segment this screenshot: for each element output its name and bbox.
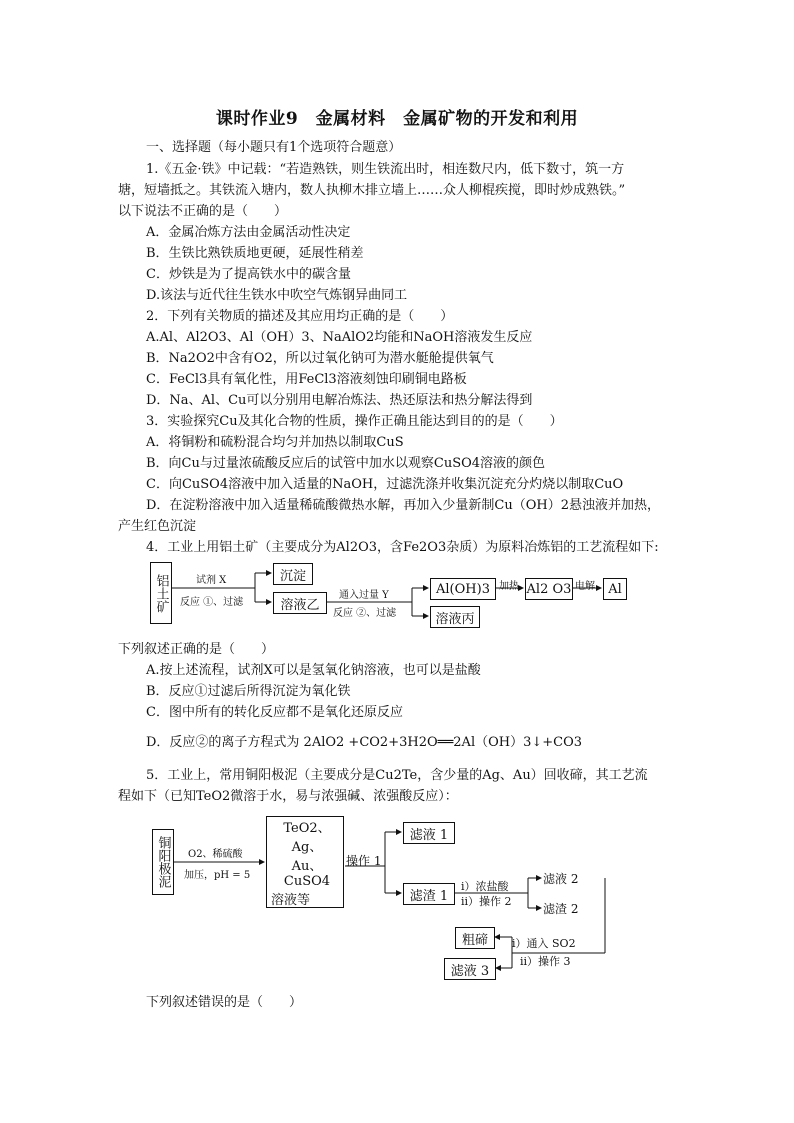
q5-mixture-line3: 溶液等	[271, 893, 311, 908]
q4-option-b: B．反应①过滤后所得沉淀为氧化铁	[146, 684, 351, 699]
q3-option-a: A．将铜粉和硫粉混合均匀并加热以制取CuS	[146, 435, 404, 450]
q1-option-d: D.该法与近代往生铁水中吹空气炼钢异曲同工	[146, 288, 408, 303]
q4-soln-c-box: 溶液丙	[430, 606, 480, 628]
q4-ore-box: 铝土矿	[150, 562, 172, 624]
q5-op3-label: ⅱ）操作 3	[520, 955, 571, 968]
q4-stem: 4．工业上用铝土矿（主要成分为Al2O3，含Fe2O3杂质）为原料冶炼铝的工艺流程如下:	[146, 540, 659, 555]
q5-residue2-label: 滤渣 2	[543, 902, 579, 916]
q5-stem-line1: 5．工业上，常用铜阳极泥（主要成分是Cu2Te，含少量的Ag、Au）回收碲，其工艺流	[146, 768, 648, 783]
q5-residue1-box: 滤渣 1	[403, 883, 455, 905]
q3-option-b: B．向Cu与过量浓硫酸反应后的试管中加水以观察CuSO4溶液的颜色	[146, 456, 546, 471]
q2-option-c: C．FeCl3具有氧化性，用FeCl3溶液刻蚀印刷铜电路板	[146, 372, 467, 387]
q4-heat-label: 加热	[499, 581, 519, 592]
q4-al-box: Al	[603, 578, 627, 600]
q5-op1-label: 操作 1	[346, 854, 382, 868]
q5-ask: 下列叙述错误的是（ ）	[146, 995, 303, 1010]
q4-option-a: A.按上述流程，试剂X可以是氢氧化钠溶液，也可以是盐酸	[146, 663, 481, 678]
q5-cond2-label: 加压，pH = 5	[184, 870, 251, 881]
q2-stem: 2．下列有关物质的描述及其应用均正确的是（ ）	[146, 309, 454, 324]
q1-option-c: C．炒铁是为了提高铁水中的碳含量	[146, 267, 351, 282]
q4-precip-box: 沉淀	[273, 563, 313, 585]
q3-stem: 3．实验探究Cu及其化合物的性质，操作正确且能达到目的的是（ ）	[146, 414, 563, 429]
section-heading: 一、选择题（每小题只有1个选项符合题意）	[146, 140, 402, 155]
q4-electro-label: 电解	[575, 581, 595, 592]
q2-option-d: D．Na、Al、Cu可以分别用电解冶炼法、热还原法和热分解法得到	[146, 393, 533, 408]
q5-step-i-label: ⅰ）浓盐酸	[461, 880, 509, 893]
q1-stem-line2: 塘，短墙抵之。其铁流入塘内，数人执柳木排立墙上……众人柳棍疾搅，即时炒成熟铁。”	[118, 183, 626, 198]
q5-crude-box: 粗碲	[455, 927, 495, 949]
q5-mixture-line1: TeO2、Ag、	[283, 821, 331, 855]
q5-filtrate2-label: 滤液 2	[543, 872, 579, 886]
q2-option-a: A.Al、Al2O3、Al（OH）3、NaAlO2均能和NaOH溶液发生反应	[146, 330, 533, 345]
q3-option-d-line2: 产生红色沉淀	[118, 519, 197, 534]
q1-stem-line1: 1.《五金·铁》中记载：“若造熟铁，则生铁流出时，相连数尺内，低下数寸，筑一方	[146, 162, 625, 177]
q4-aloh3-box: Al(OH)3	[430, 578, 496, 600]
q1-option-b: B．生铁比熟铁质地更硬，延展性稍差	[146, 246, 364, 261]
q4-ask: 下列叙述正确的是（ ）	[118, 642, 275, 657]
q5-step-ii-label: ⅱ）操作 2	[461, 895, 512, 908]
q4-react2-label: 反应 ②、过滤	[333, 608, 397, 619]
q4-react1-label: 反应 ①、过滤	[180, 597, 244, 608]
q4-option-c: C．图中所有的转化反应都不是氧化还原反应	[146, 705, 403, 720]
q5-mud-box: 铜阳极泥	[152, 829, 174, 895]
q5-cond1-label: O2、稀硫酸	[188, 849, 243, 860]
q2-option-b: B．Na2O2中含有O2，所以过氧化钠可为潜水艇舱提供氧气	[146, 351, 494, 366]
q4-option-d: D．反应②的离子方程式为 2AlO2 +CO2+3H2O══2Al（OH）3↓+CO3	[146, 735, 583, 750]
q3-option-d-line1: D．在淀粉溶液中加入适量稀硫酸微热水解，再加入少量新制Cu（OH）2悬浊液并加热，	[146, 498, 661, 513]
q1-option-a: A．金属冶炼方法由金属活动性决定	[146, 225, 351, 240]
q5-so2-label: ⅰ）通入 SO2	[512, 937, 576, 950]
q3-option-c: C．向CuSO4溶液中加入适量的NaOH，过滤洗涤并收集沉淀充分灼烧以制取CuO	[146, 477, 624, 492]
q4-soln-b-box: 溶液乙	[273, 592, 327, 614]
q5-mixture-line2: Au、CuSO4	[283, 859, 331, 889]
q4-reagent-label: 试剂 X	[196, 575, 227, 586]
q5-stem-line2: 程如下（已知TeO2微溶于水，易与浓强碱、浓强酸反应）：	[118, 789, 458, 804]
q5-filtrate1-box: 滤液 1	[403, 822, 455, 844]
q1-stem-line3: 以下说法不正确的是（ ）	[118, 204, 288, 219]
q5-filtrate3-box: 滤液 3	[444, 958, 496, 980]
q4-pass-y-label: 通入过量 Y	[339, 590, 389, 601]
q4-al2o3-box: Al2 O3	[525, 578, 573, 600]
page-title: 课时作业9 金属材料 金属矿物的开发和利用	[215, 109, 579, 129]
